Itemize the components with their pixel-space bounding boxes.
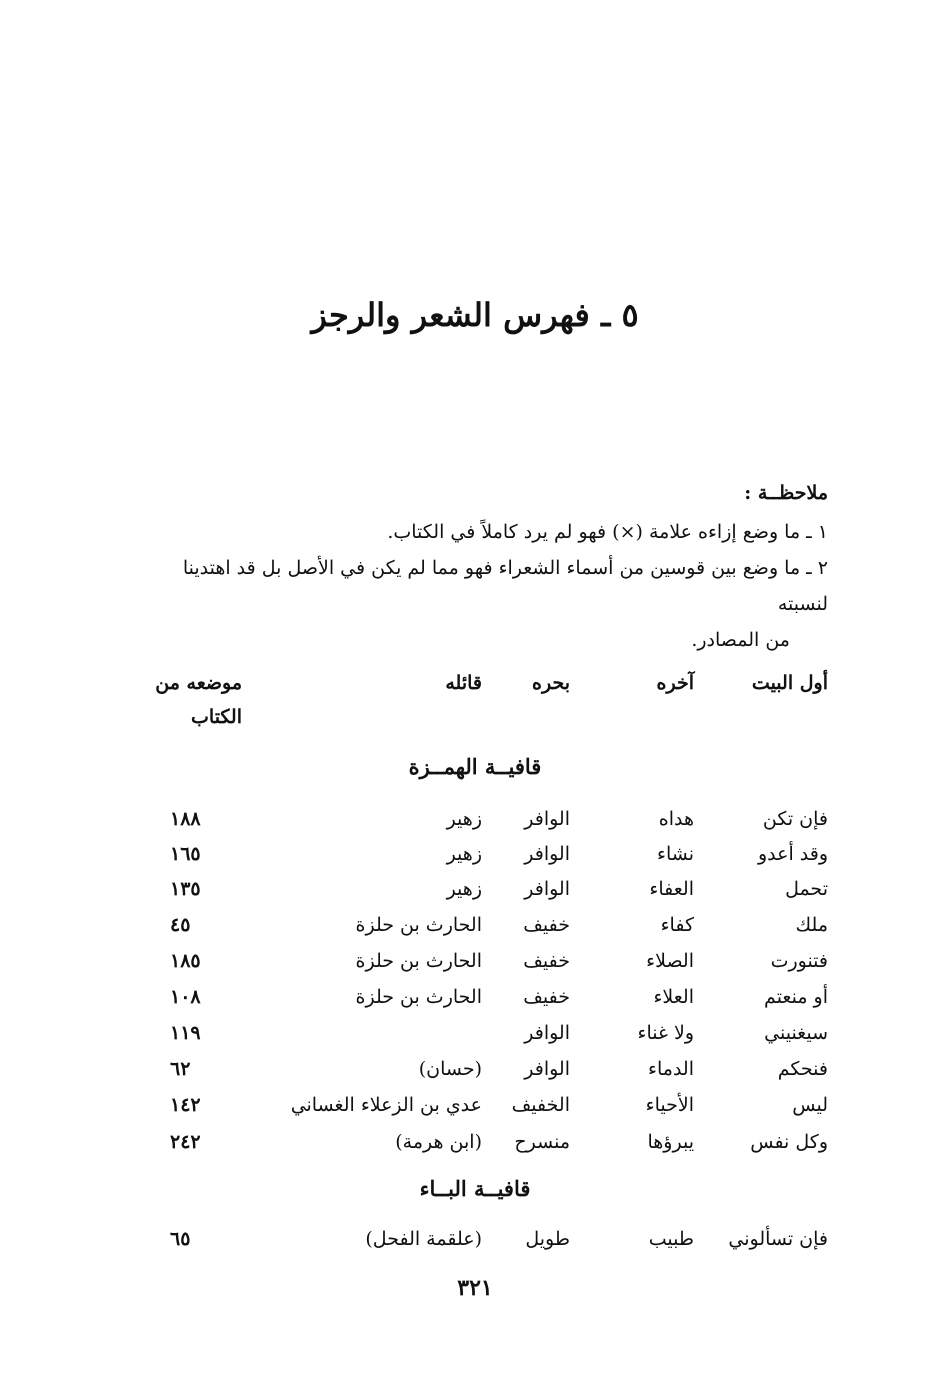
column-header-first-word: أول البيت xyxy=(751,672,828,694)
cell-meter: الوافر xyxy=(524,843,570,865)
cell-page: ١٣٥ xyxy=(170,878,201,900)
cell-last-word: هداه xyxy=(658,808,694,830)
column-header-meter: بحره xyxy=(532,672,570,694)
cell-last-word: ولا غناء xyxy=(637,1022,694,1044)
cell-meter: خفيف xyxy=(523,950,570,972)
cell-page: ٤٥ xyxy=(170,914,191,936)
cell-meter: الوافر xyxy=(524,808,570,830)
note-item-1: ١ ـ ما وضع إزاءه علامة (×) فهو لم يرد كاملاً في الكتاب. xyxy=(387,521,828,543)
cell-poet: زهير xyxy=(446,808,482,830)
cell-meter: خفيف xyxy=(523,914,570,936)
cell-first-word: أو منعتم xyxy=(764,986,828,1008)
section-title-ba: قافيــة البــاء xyxy=(419,1176,531,1201)
cell-last-word: الصلاء xyxy=(646,950,694,972)
page-number: ٣٢١ xyxy=(457,1275,493,1301)
cell-page: ٢٤٢ xyxy=(170,1131,201,1153)
cell-first-word: ملك xyxy=(795,914,828,936)
cell-page: ١٠٨ xyxy=(170,986,201,1008)
column-header-poet: قائله xyxy=(445,672,482,694)
cell-last-word: نشاء xyxy=(657,843,694,865)
cell-meter: منسرح xyxy=(514,1131,570,1153)
cell-poet: عدي بن الزعلاء الغساني xyxy=(290,1094,482,1116)
cell-page: ١٦٥ xyxy=(170,843,201,865)
note-item-2-continuation: من المصادر. xyxy=(691,629,790,651)
cell-first-word: فإن تسألوني xyxy=(728,1228,828,1250)
cell-page: ٦٢ xyxy=(170,1058,191,1080)
cell-poet: زهير xyxy=(446,843,482,865)
cell-meter: الوافر xyxy=(524,1058,570,1080)
cell-meter: خفيف xyxy=(523,986,570,1008)
note-block xyxy=(138,478,828,658)
cell-last-word: يبرؤها xyxy=(647,1131,694,1153)
cell-first-word: تحمل xyxy=(785,878,828,900)
cell-page: ١٤٢ xyxy=(170,1094,201,1116)
cell-page: ١٨٥ xyxy=(170,950,201,972)
cell-poet: (علقمة الفحل) xyxy=(365,1228,482,1250)
cell-first-word: وقد أعدو xyxy=(757,843,828,865)
cell-last-word: العفاء xyxy=(649,878,694,900)
cell-meter: الخفيف xyxy=(511,1094,570,1116)
cell-page: ١٨٨ xyxy=(170,808,201,830)
cell-first-word: وكل نفس xyxy=(750,1131,828,1153)
cell-page: ٦٥ xyxy=(170,1228,191,1250)
cell-meter: الوافر xyxy=(524,1022,570,1044)
note-item-2: ٢ ـ ما وضع بين قوسين من أسماء الشعراء فهو مما لم يكن في الأصل بل قد اهتدينا لنسبته xyxy=(182,557,828,615)
cell-poet: الحارث بن حلزة xyxy=(355,986,482,1008)
cell-first-word: فإن تكن xyxy=(762,808,828,830)
column-header-location: موضعه من xyxy=(155,672,242,694)
cell-poet: (ابن هرمة) xyxy=(395,1131,482,1153)
cell-last-word: الدماء xyxy=(648,1058,694,1080)
cell-last-word: الأحياء xyxy=(645,1094,694,1116)
column-header-location-line2: الكتاب xyxy=(191,706,242,728)
cell-last-word: كفاء xyxy=(660,914,694,936)
cell-poet: الحارث بن حلزة xyxy=(355,950,482,972)
cell-first-word: سيغنيني xyxy=(764,1022,828,1044)
cell-first-word: فنحكم xyxy=(777,1058,828,1080)
cell-last-word: العلاء xyxy=(653,986,694,1008)
page-title: ٥ ـ فهرس الشعر والرجز xyxy=(311,296,639,334)
cell-first-word: ليس xyxy=(792,1094,828,1116)
section-title-hamza: قافيــة الهمــزة xyxy=(408,754,542,779)
cell-poet: الحارث بن حلزة xyxy=(355,914,482,936)
column-header-last-word: آخره xyxy=(656,672,694,694)
cell-page: ١١٩ xyxy=(170,1022,201,1044)
cell-first-word: فتنورت xyxy=(770,950,828,972)
cell-meter: الوافر xyxy=(524,878,570,900)
cell-poet: (حسان) xyxy=(418,1058,482,1080)
cell-meter: طويل xyxy=(525,1228,570,1250)
cell-last-word: طبيب xyxy=(648,1228,694,1250)
note-label: ملاحظــة : xyxy=(744,482,828,504)
cell-poet: زهير xyxy=(446,878,482,900)
